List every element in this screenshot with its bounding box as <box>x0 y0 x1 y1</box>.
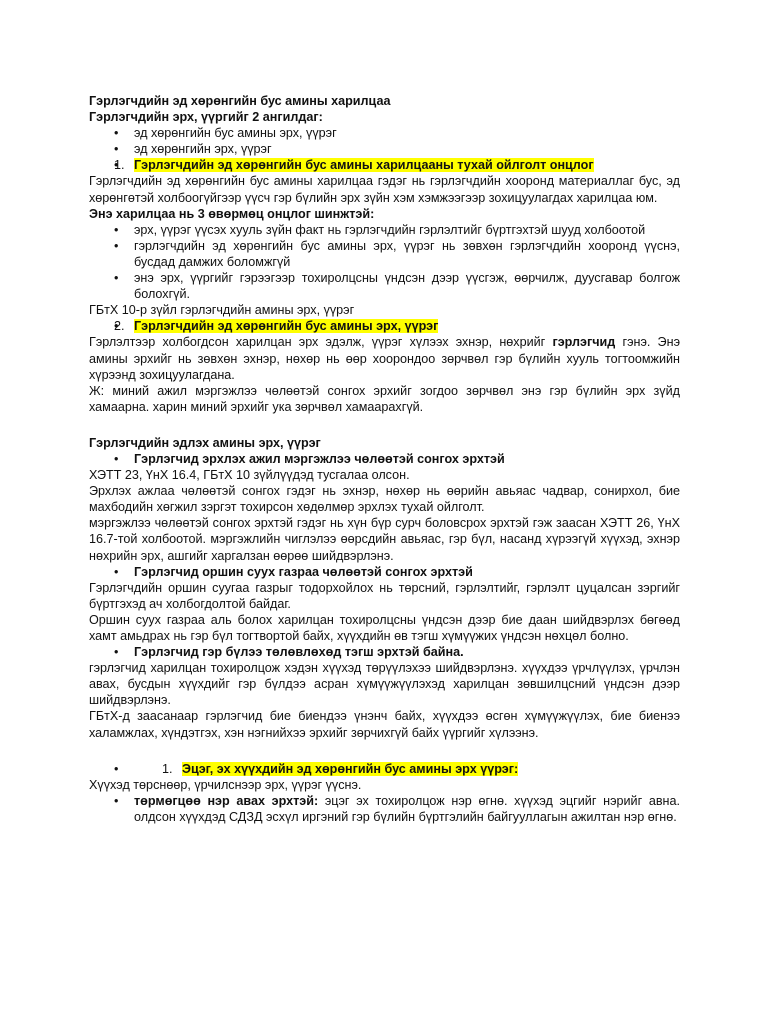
paragraph: Эрхлэх ажлаа чөлөөтэй сонгох гэдэг нь эхнэр, нөхөр нь өөрийн авьяас чадвар, сонирхол, бие махбодийн хөгжил зэргэт тохирсон хөдөлмөр эрхлэх тухай ойлголт. <box>89 484 680 515</box>
paragraph: Хүүхэд төрснөөр, үрчилснээр эрх, үүрэг үүснэ. <box>89 777 362 792</box>
document-page <box>89 93 680 825</box>
section-3-heading <box>89 761 680 777</box>
features-list <box>89 222 680 302</box>
paragraph: Оршин суух газраа аль болох харилцан тохиролцсны үндсэн дээр бие даан шийдвэрлэх бөгөөд хамт амьдрах нь гэр бүл тогтвортой байх, хүүхдийн өв тэгш хүмүүжих үндсэн нөхцөл болно. <box>89 612 680 643</box>
section-2-list <box>89 318 680 334</box>
paragraph: Гэрлэгчдийн эд хөрөнгийн бус амины харилцаа гэдэг нь гэрлэгчдийн хооронд материаллаг бус, эд хөрөнгөтэй холбоогүйгээр үүсч гэр бүлийн эрх зүйн хэм хэмжээгээр зохицуулагдах харилцаа юм. <box>89 174 680 205</box>
example-paragraph: Ж: миний ажил мэргэжлээ чөлөөтэй сонгох эрхийг зогдоо зөрчвөл энэ гэр бүлийн эрх зүйд хамаарна. харин миний эрхийг ука зөрчвөл хамаарахгүй. <box>89 383 680 414</box>
right-3 <box>89 644 680 660</box>
section-number: • 2. <box>114 319 125 334</box>
section-number: • 1. <box>114 158 125 173</box>
section-1-heading <box>89 157 680 173</box>
rights-heading: Гэрлэгчдийн эрх, үүргийг 2 ангилдаг: <box>89 110 323 125</box>
paragraph <box>89 334 680 382</box>
text-run: гэнэ. Энэ амины эрхийг нь зөвхөн эхнэр, нөхөр нь өөр хоорондоо зөрчвөл гэр бүлийн хууль тогтоомжийн хүрээнд зохицуулагдана. <box>89 335 680 382</box>
section-title: Гэрлэгчдийн эд хөрөнгийн бус амины эрх, үүрэг <box>134 319 439 334</box>
section-title: Эцэг, эх хүүхдийн эд хөрөнгийн бус амины эрх үүрэг: <box>182 761 519 776</box>
list-item <box>89 793 680 825</box>
spacer <box>89 741 680 761</box>
paragraph: гэрлэгчид харилцан тохиролцож хэдэн хүүхэд төрүүлэхээ шийдвэрлэнэ. хүүхдээ үрчлүүлэх, үрчлэн авах, бусдын хүүхдийг гэр бүлдээ асран хүмүүжүүлэхэд харилцан зөвшилцсний үндсэн дээр шийдвэрлэнэ. <box>89 661 680 708</box>
bold-term: төрмөгцөө нэр авах эрхтэй: <box>134 793 319 808</box>
list-item: • эд хөрөнгийн эрх, үүрэг <box>89 141 680 157</box>
features-heading: Энэ харилцаа нь 3 өвөрмөц онцлог шинжтэй: <box>89 206 375 221</box>
list-item: • гэрлэгчдийн эд хөрөнгийн бус амины эрх, үүрэг нь зөвхөн гэрлэгчдийн хооронд үүснэ, бусдад дамжих боломжгүй <box>89 238 680 270</box>
section-1-list <box>89 157 680 173</box>
text-run: эцэг эх тохиролцож нэр өгнө. хүүхэд эцгийг нэрийг авна. олдсон хүүхдэд СДЗД эсхүл иргэний гэр бүлийн бүртгэлийн байгууллагын ажилтан нэр өгнө. <box>134 793 680 824</box>
section-number: • 1. <box>162 761 173 776</box>
paragraph: Гэрлэгчдийн оршин суугаа газрыг тодорхойлох нь төрсний, гэрлэлтийг, гэрлэлт цуцалсан зэргийг бүртгэхэд ач холбогдолтой байдаг. <box>89 580 680 611</box>
list-item: • энэ эрх, үүргийг гэрээгээр тохиролцсны үндсэн дээр үүсгэж, өөрчилж, дуусгавар болгож болохгүй. <box>89 270 680 302</box>
law-reference: ГБтХ 10-р зүйл гэрлэгчдийн амины эрх, үүрэг <box>89 303 355 318</box>
right-2 <box>89 564 680 580</box>
paragraph: ГБтХ-д заасанаар гэрлэгчид бие биендээ үнэнч байх, хүүхдээ өсгөн хүмүүжүүлэх, бие биенээ халамжлах, хүндэтгэх, хэн нэгнийхээ эрхийг зөрчихгүй байх үүргийг хүлээнэ. <box>89 709 680 740</box>
text-run: Гэрлэлтээр холбогдсон харилцан эрх эдэлж, үүрэг хүлээх эхнэр, нөхрийг <box>89 335 553 350</box>
spacer <box>89 415 680 435</box>
rights-types-list <box>89 125 680 157</box>
list-item: • эд хөрөнгийн бус амины эрх, үүрэг <box>89 125 680 141</box>
right-title: • Гэрлэгчид эрхлэх ажил мэргэжлээ чөлөөтэй сонгох эрхтэй <box>89 451 680 467</box>
bold-term: гэрлэгчид <box>552 335 616 350</box>
right-title: • Гэрлэгчид гэр бүлээ төлөвлөхөд тэгш эрхтэй байна. <box>89 644 680 660</box>
section-3-list <box>89 761 680 777</box>
right-title: • Гэрлэгчид оршин суух газраа чөлөөтэй сонгох эрхтэй <box>89 564 680 580</box>
child-rights-list <box>89 793 680 825</box>
section-title: Гэрлэгчдийн эд хөрөнгийн бус амины харилцааны тухай ойлголт онцлог <box>134 158 594 173</box>
right-1 <box>89 451 680 467</box>
paragraph: мэргэжлээ чөлөөтэй сонгох эрхтэй гэдэг нь хүн бүр сурч боловсрох эрхтэй гэж заасан ХЭТТ 26, ҮнХ 16.7-той холбоотой. мэргэжлийн чиглэлээ өөрсдийн авьяас, гэр бүл, насанд хүрээгүй хүүхэд, эхнэр нөхрийн эрх, ашгийг харгалзан өөрөө шийдвэрлэнэ. <box>89 516 680 563</box>
rights-list-heading: Гэрлэгчдийн эдлэх амины эрх, үүрэг <box>89 435 321 450</box>
section-2-heading <box>89 318 680 334</box>
doc-title: Гэрлэгчдийн эд хөрөнгийн бус амины харилцаа <box>89 94 391 108</box>
list-item: • эрх, үүрэг үүсэх хууль зүйн факт нь гэрлэгчдийн гэрлэлтийг бүртгэхтэй шууд холбоотой <box>89 222 680 238</box>
paragraph: ХЭТТ 23, ҮнХ 16.4, ГБтХ 10 зүйлүүдэд тусгалаа олсон. <box>89 468 410 483</box>
